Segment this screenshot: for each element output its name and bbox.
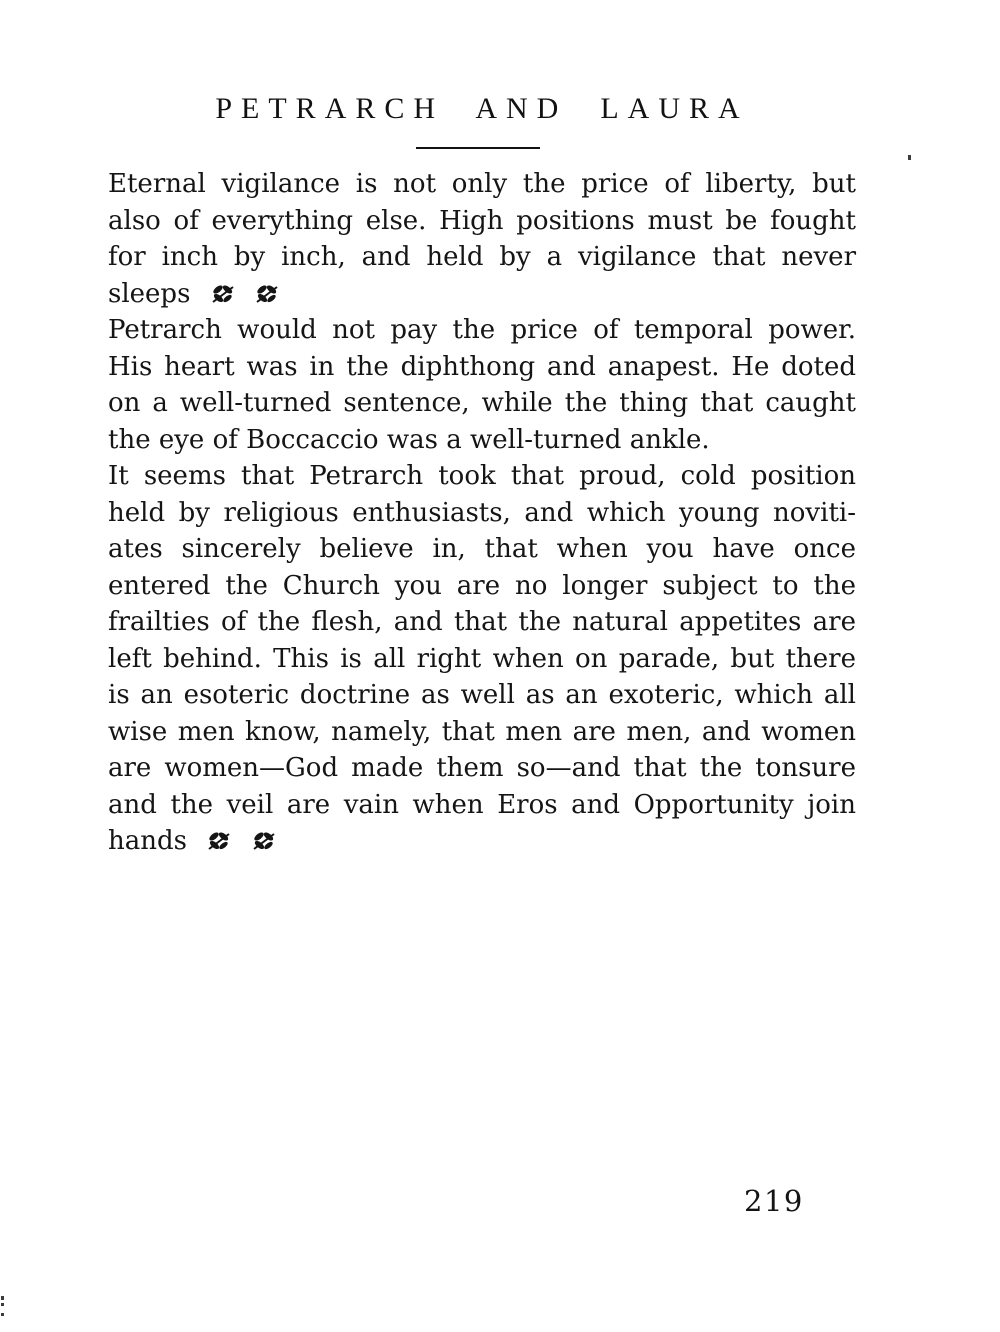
text-line: are women—God made them so—and that the tonsure bbox=[108, 753, 856, 783]
paragraph bbox=[108, 166, 856, 312]
text-line: Eternal vigilance is not only the price of liberty, but bbox=[108, 169, 856, 199]
page-number: 219 bbox=[744, 1184, 804, 1218]
text-line: the eye of Boccaccio was a well-turned ankle. bbox=[108, 424, 710, 455]
text-line: on a well-turned sentence, while the thing that caught bbox=[108, 388, 856, 418]
scan-speck bbox=[1, 1313, 4, 1316]
text-line: held by religious enthusiasts, and which young noviti- bbox=[108, 497, 856, 528]
title-divider-rule bbox=[416, 147, 540, 149]
body-text bbox=[108, 166, 856, 860]
text-line: entered the Church you are no longer subject to the bbox=[108, 570, 856, 601]
text-line: Petrarch would not pay the price of temporal power. bbox=[108, 315, 856, 345]
text-line: also of everything else. High positions must be fought bbox=[108, 205, 856, 236]
paragraph-last-words: sleeps bbox=[108, 278, 191, 309]
fleuron-icon bbox=[255, 284, 279, 304]
scan-speck bbox=[1, 1296, 4, 1300]
text-line: frailties of the flesh, and that the natural appetites are bbox=[108, 607, 856, 637]
scan-speck bbox=[908, 155, 911, 160]
text-line: is an esoteric doctrine as well as an exoteric, which all bbox=[108, 680, 856, 710]
text-line: It seems that Petrarch took that proud, cold position bbox=[108, 461, 856, 491]
paragraph bbox=[108, 458, 856, 860]
paragraph-last-words: hands bbox=[108, 826, 187, 856]
text-line bbox=[108, 276, 856, 313]
text-line bbox=[108, 823, 856, 860]
fleuron-icon bbox=[207, 831, 231, 851]
text-line: left behind. This is all right when on parade, but there bbox=[108, 643, 856, 674]
scan-speck bbox=[1, 1303, 4, 1306]
text-line: ates sincerely believe in, that when you have once bbox=[108, 534, 856, 564]
fleuron-icon bbox=[252, 831, 276, 851]
paragraph bbox=[108, 312, 856, 458]
text-line: wise men know, namely, that men are men, and women bbox=[108, 716, 856, 747]
text-line: His heart was in the diphthong and anapest. He doted bbox=[108, 351, 856, 382]
fleuron-icon bbox=[211, 284, 235, 304]
text-line: and the veil are vain when Eros and Opportunity join bbox=[108, 789, 856, 820]
page-title: PETRARCH AND LAURA bbox=[215, 92, 749, 125]
text-line: for inch by inch, and held by a vigilance that never bbox=[108, 242, 856, 272]
